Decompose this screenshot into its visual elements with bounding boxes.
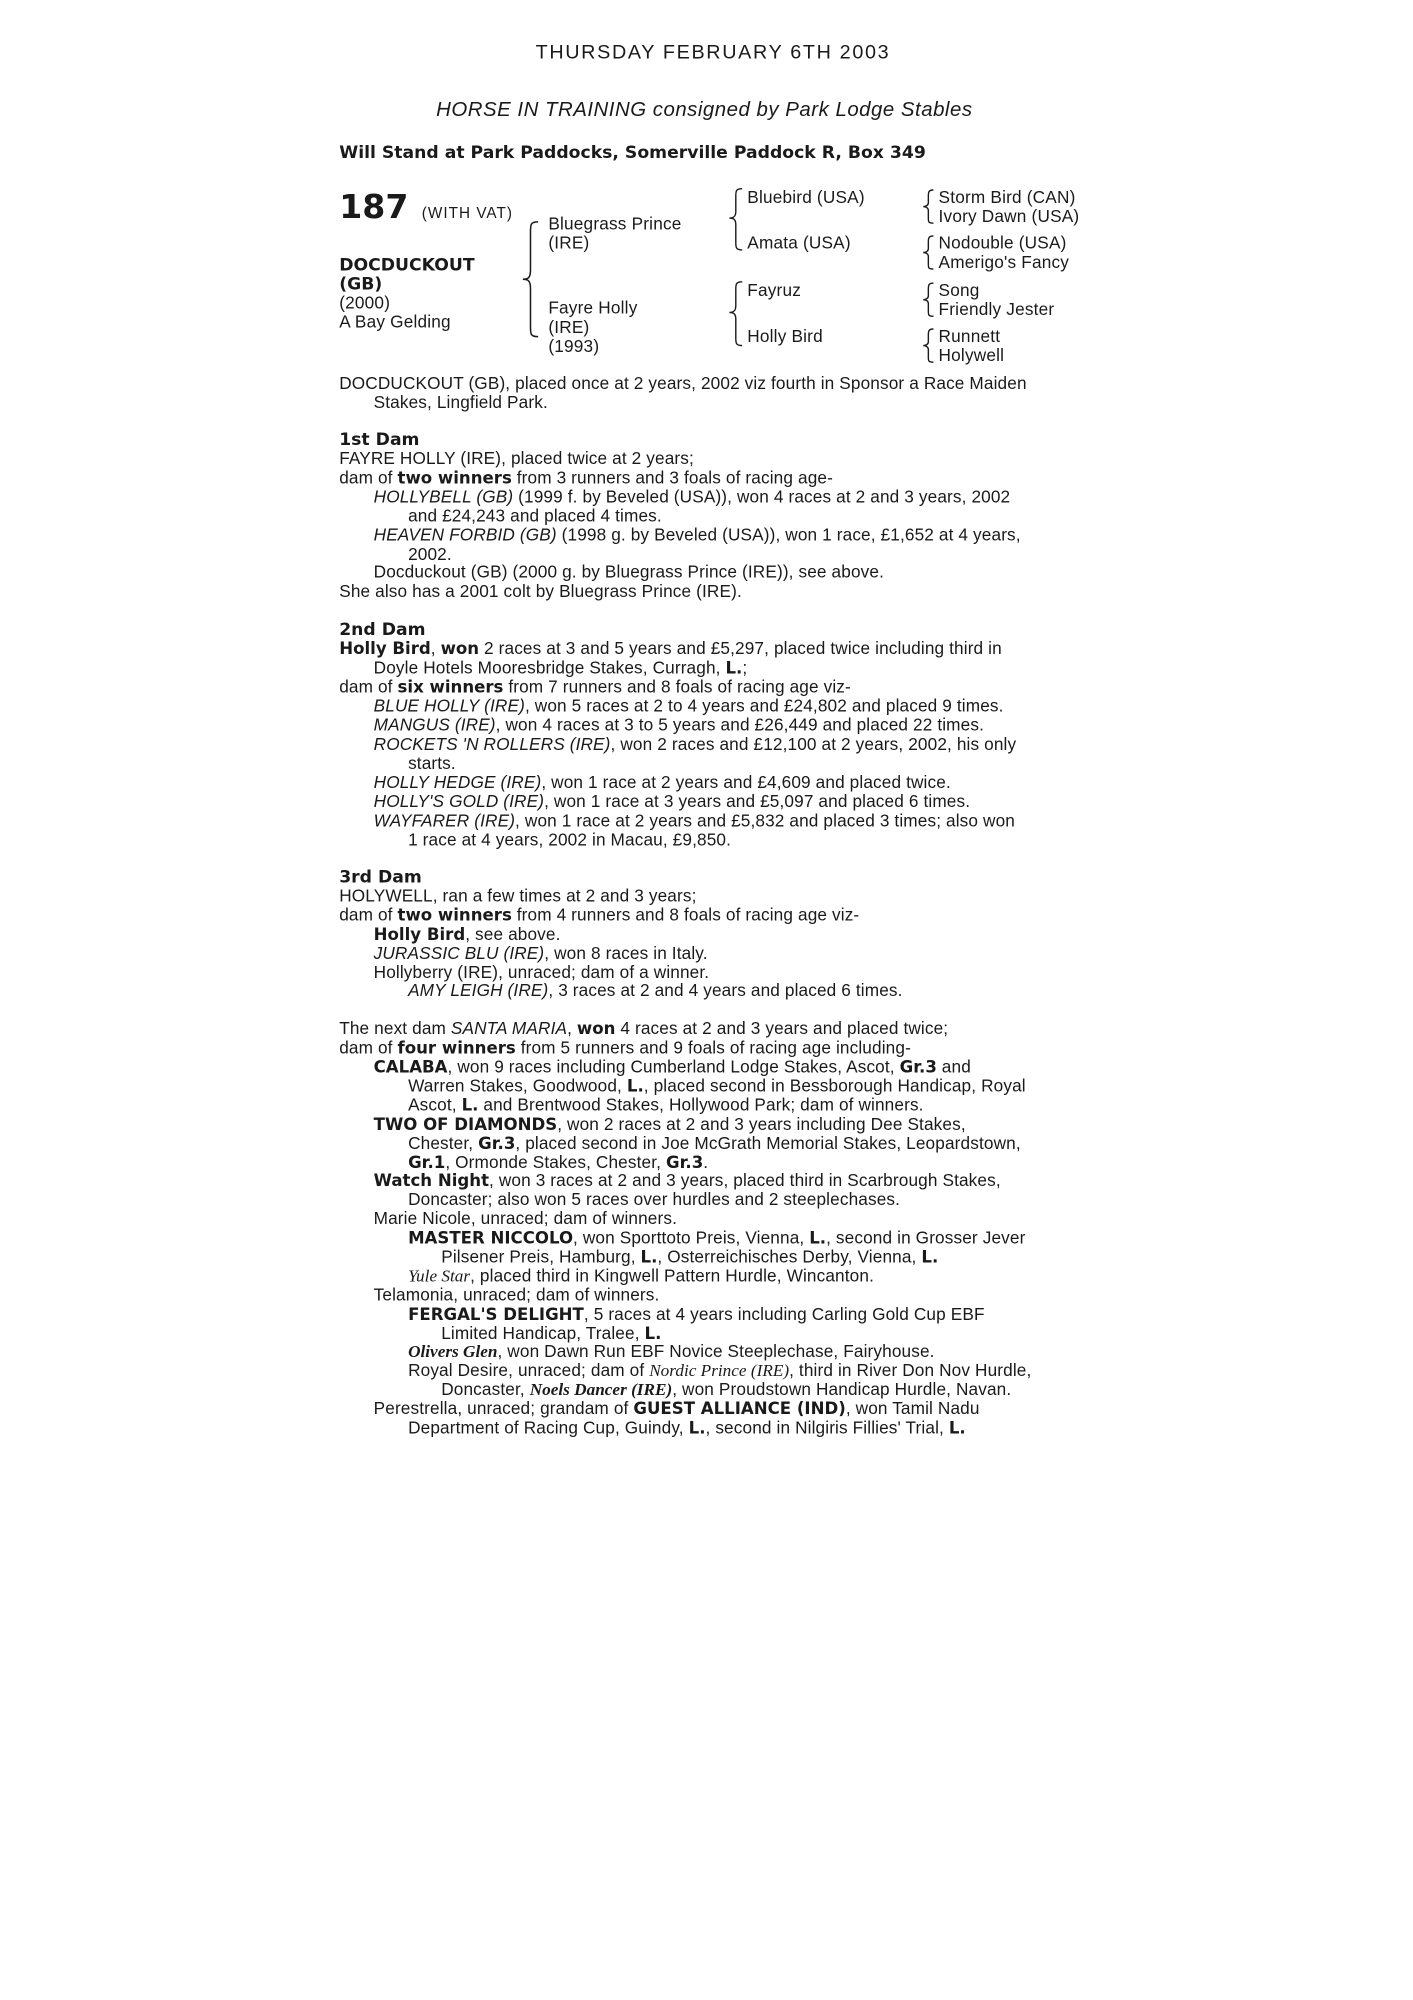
dam-dam: Holly Bird xyxy=(747,326,823,346)
next-dam-line: The next dam SANTA MARIA, won 4 races at 2 and 3 years and placed twice; xyxy=(339,1018,949,1040)
bracket-ss xyxy=(921,187,936,225)
first-dam-heading: 1st Dam xyxy=(339,429,420,451)
third-dam-produce-line: dam of two winners from 4 runners and 8 foals of racing age viz- xyxy=(339,905,860,926)
first-dam-produce-line: dam of two winners from 3 runners and 3 foals of racing age- xyxy=(339,467,833,489)
dam-origin: (IRE) xyxy=(548,317,590,337)
bracket-sd xyxy=(921,233,936,271)
sire-dam: Amata (USA) xyxy=(747,233,851,253)
third-dam-grandfoal: AMY LEIGH (IRE), 3 races at 2 and 4 years and placed 6 times. xyxy=(408,980,903,1000)
stand-location: Will Stand at Park Paddocks, Somerville Paddock R, Box 349 xyxy=(339,142,926,164)
sire-dam-dam: Amerigo's Fancy xyxy=(938,252,1070,272)
perestrella-line-1: Perestrella, unraced; grandam of GUEST ALLIANCE (IND), won Tamil Nadu xyxy=(373,1398,980,1420)
dam-year: (1993) xyxy=(548,336,600,356)
royal-desire-line-2: Doncaster, Noels Dancer (IRE), won Proudstown Handicap Hurdle, Navan. xyxy=(441,1379,1012,1399)
third-dam-foal-3: Hollyberry (IRE), unraced; dam of a winner. xyxy=(373,962,710,982)
third-dam-line: HOLYWELL, ran a few times at 2 and 3 years; xyxy=(339,886,697,906)
dam-dam-sire: Runnett xyxy=(938,326,1001,346)
telamonia-line: Telamonia, unraced; dam of winners. xyxy=(373,1285,660,1305)
third-dam-foal-1: Holly Bird, see above. xyxy=(373,924,561,945)
sire-sire-sire: Storm Bird (CAN) xyxy=(938,187,1076,207)
calaba-line-1: CALABA, won 9 races including Cumberland Lodge Stakes, Ascot, Gr.3 and xyxy=(373,1057,971,1078)
bracket-ds xyxy=(921,281,936,319)
lot-number-line xyxy=(339,189,513,227)
fergals-delight-line-1: FERGAL'S DELIGHT, 5 races at 4 years including Carling Gold Cup EBF xyxy=(408,1304,985,1325)
master-niccolo-line-2: Pilsener Preis, Hamburg, L., Osterreichisches Derby, Vienna, L. xyxy=(441,1247,939,1268)
horse-origin: (GB) xyxy=(339,274,383,295)
third-dam-heading: 3rd Dam xyxy=(339,867,422,888)
dam-sire-dam: Friendly Jester xyxy=(938,299,1055,319)
summary-line-1: DOCDUCKOUT (GB), placed once at 2 years, 2002 viz fourth in Sponsor a Race Maiden xyxy=(339,373,1027,393)
second-dam-line: Holly Bird, won 2 races at 3 and 5 years and £5,297, placed twice including third in xyxy=(339,638,1002,660)
dam-name: Fayre Holly xyxy=(548,298,638,318)
summary-line-2: Stakes, Lingfield Park. xyxy=(373,392,548,412)
second-dam-foal-4: HOLLY HEDGE (IRE), won 1 race at 2 years and £4,609 and placed twice. xyxy=(373,772,951,792)
sire-dam-bracket xyxy=(520,219,540,340)
first-dam-foal-2: HEAVEN FORBID (GB) (1998 g. by Beveled (USA)), won 1 race, £1,652 at 4 years, xyxy=(373,525,1021,545)
first-dam-foal-1: HOLLYBELL (GB) (1999 f. by Beveled (USA)), won 4 races at 2 and 3 years, 2002 xyxy=(373,487,1011,507)
horse-description: A Bay Gelding xyxy=(339,312,451,332)
dam-dam-dam: Holywell xyxy=(938,345,1005,365)
calaba-line-2: Warren Stakes, Goodwood, L., placed second in Bessborough Handicap, Royal xyxy=(408,1076,1026,1097)
sire-dam-sire: Nodouble (USA) xyxy=(938,233,1067,253)
dam-parents-bracket xyxy=(727,279,745,348)
next-dam-produce-line: dam of four winners from 5 runners and 9 foals of racing age including- xyxy=(339,1038,911,1059)
second-dam-foal-6: WAYFARER (IRE), won 1 race at 2 years and £5,832 and placed 3 times; also won xyxy=(373,811,1015,831)
marie-nicole-line: Marie Nicole, unraced; dam of winners. xyxy=(373,1208,678,1229)
olivers-glen-line: Olivers Glen, won Dawn Run EBF Novice Steeplechase, Fairyhouse. xyxy=(408,1341,935,1361)
second-dam-produce-line: dam of six winners from 7 runners and 8 foals of racing age viz- xyxy=(339,677,851,698)
third-dam-foal-2: JURASSIC BLU (IRE), won 8 races in Italy. xyxy=(373,943,708,963)
sale-date: THURSDAY FEBRUARY 6TH 2003 xyxy=(535,42,891,64)
dam-sire-sire: Song xyxy=(938,280,980,300)
royal-desire-line-1: Royal Desire, unraced; dam of Nordic Prince (IRE), third in River Don Nov Hurdle, xyxy=(408,1360,1032,1380)
fergals-delight-line-2: Limited Handicap, Tralee, L. xyxy=(441,1323,662,1345)
second-dam-foal-6-cont: 1 race at 4 years, 2002 in Macau, £9,850. xyxy=(408,830,732,850)
watch-night-line-2: Doncaster; also won 5 races over hurdles and 2 steeplechases. xyxy=(408,1189,901,1209)
second-dam-foal-5: HOLLY'S GOLD (IRE), won 1 race at 3 years and £5,097 and placed 6 times. xyxy=(373,791,971,812)
first-dam-note: She also has a 2001 colt by Bluegrass Prince (IRE). xyxy=(339,581,742,601)
two-of-diamonds-line-1: TWO OF DIAMONDS, won 2 races at 2 and 3 years including Dee Stakes, xyxy=(373,1114,966,1135)
second-dam-heading: 2nd Dam xyxy=(339,619,426,641)
horse-name: DOCDUCKOUT xyxy=(339,255,475,276)
calaba-line-3: Ascot, L. and Brentwood Stakes, Hollywood Park; dam of winners. xyxy=(408,1095,924,1116)
horse-year: (2000) xyxy=(339,293,391,313)
second-dam-line-cont: Doyle Hotels Mooresbridge Stakes, Curragh, L.; xyxy=(373,658,748,679)
vat-note: (WITH VAT) xyxy=(421,204,513,222)
second-dam-foal-1: BLUE HOLLY (IRE), won 5 races at 2 to 4 years and £24,802 and placed 9 times. xyxy=(373,696,1004,716)
first-dam-foal-1-cont: and £24,243 and placed 4 times. xyxy=(408,506,662,526)
lot-number: 187 xyxy=(339,188,409,227)
second-dam-foal-2: MANGUS (IRE), won 4 races at 3 to 5 years and £26,449 and placed 22 times. xyxy=(373,715,985,735)
sire-sire: Bluebird (USA) xyxy=(747,187,865,207)
sire-name: Bluegrass Prince xyxy=(548,214,682,234)
sire-origin: (IRE) xyxy=(548,233,590,253)
first-dam-foal-3: Docduckout (GB) (2000 g. by Bluegrass Prince (IRE)), see above. xyxy=(373,562,885,582)
two-of-diamonds-line-2: Chester, Gr.3, placed second in Joe McGrath Memorial Stakes, Leopardstown, xyxy=(408,1133,1021,1155)
yule-star-line: Yule Star, placed third in Kingwell Pattern Hurdle, Wincanton. xyxy=(408,1266,874,1286)
second-dam-foal-3: ROCKETS 'N ROLLERS (IRE), won 2 races and £12,100 at 2 years, 2002, his only xyxy=(373,734,1017,754)
master-niccolo-line-1: MASTER NICCOLO, won Sporttoto Preis, Vienna, L., second in Grosser Jever xyxy=(408,1228,1026,1249)
first-dam-foal-2-cont: 2002. xyxy=(408,544,452,564)
sire-parents-bracket xyxy=(727,186,745,252)
sire-sire-dam: Ivory Dawn (USA) xyxy=(938,206,1080,226)
first-dam-line: FAYRE HOLLY (IRE), placed twice at 2 years; xyxy=(339,448,694,468)
consignor-line: HORSE IN TRAINING consigned by Park Lodge Stables xyxy=(436,99,973,122)
bracket-dd xyxy=(921,326,936,364)
second-dam-foal-3-cont: starts. xyxy=(408,753,456,773)
dam-sire: Fayruz xyxy=(747,280,802,300)
perestrella-line-2: Department of Racing Cup, Guindy, L., second in Nilgiris Fillies' Trial, L. xyxy=(408,1418,966,1439)
watch-night-line-1: Watch Night, won 3 races at 2 and 3 years, placed third in Scarbrough Stakes, xyxy=(373,1170,1001,1192)
two-of-diamonds-line-3: Gr.1, Ormonde Stakes, Chester, Gr.3. xyxy=(408,1152,709,1174)
